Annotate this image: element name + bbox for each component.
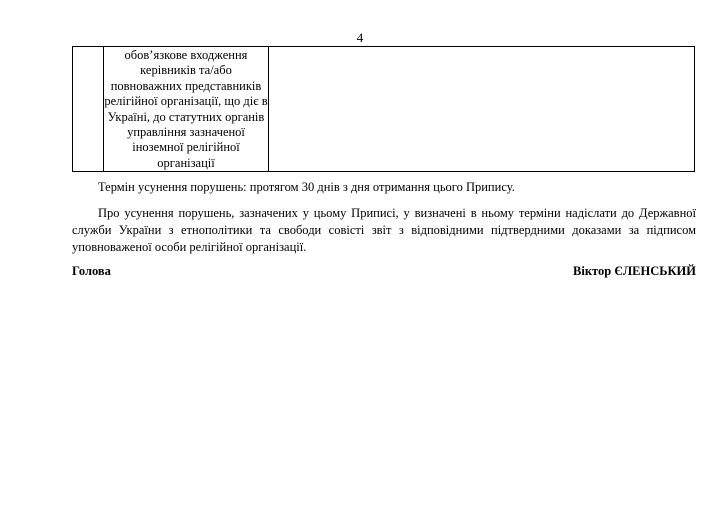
signatory-name: Віктор ЄЛЕНСЬКИЙ [573,264,696,278]
table-cell-notes [269,47,695,172]
page-number: 4 [356,30,364,45]
signatory-title: Голова [72,264,111,278]
signature-block [72,262,696,280]
violations-table [72,46,695,172]
deadline-paragraph: Термін усунення порушень: протягом 30 днів з дня отримання цього Припису. [98,180,515,194]
report-paragraph: Про усунення порушень, зазначених у цьому Приписі, у визначені в ньому терміни надіслати до Державної служби України з етнополітики та свободи совісті звіт з відповідними підтвердними доказами за підписом уповноваженої особи релігійної організації. [72,206,696,254]
table-cell-violation [104,47,269,172]
table-cell-index [73,47,104,172]
violation-text: обов’язкове входження керівників та/або повноважних представників релігійної організації, що діє в Україні, до статутних органів управління зазначеної іноземної релігійної організації [104,48,268,170]
table-row [73,47,695,172]
